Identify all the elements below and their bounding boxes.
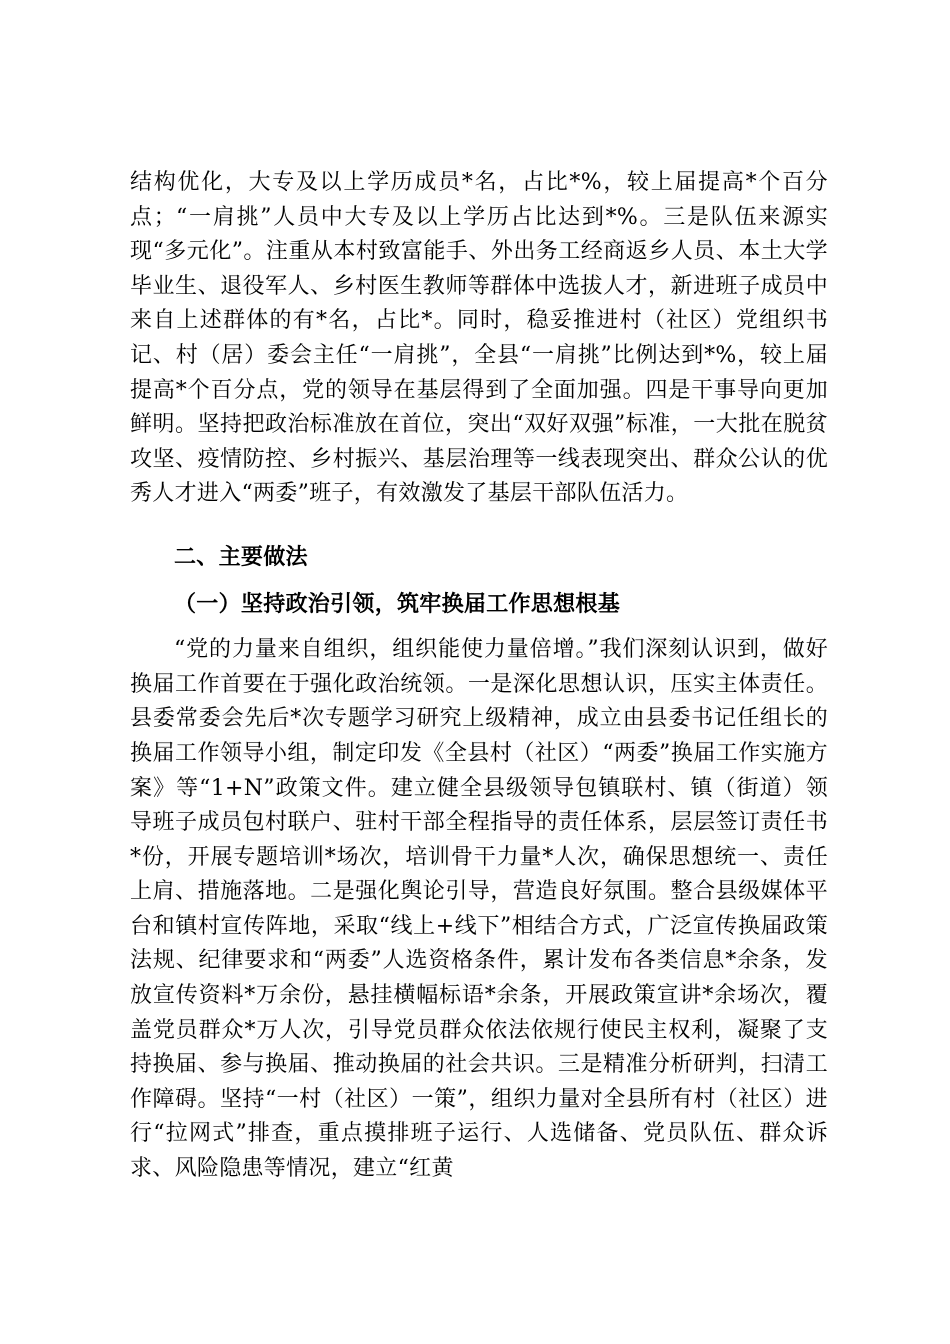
body-paragraph-2: “党的力量来自组织，组织能使力量倍增。”我们深刻认识到，做好换届工作首要在于强化政治统领。一是深化思想认识，压实主体责任。县委常委会先后*次专题学习研究上级精神，成立由县委书记任组长的换届工作领导小组，制定印发《全县村（社区）“两委”换届工作实施方案》等“1+N”政策文件。建立健全县级领导包镇联村、镇（街道）领导班子成员包村联户、驻村干部全程指导的责任体系，层层签订责任书*份，开展专题培训*场次，培训骨干力量*人次，确保思想统一、责任上肩、措施落地。二是强化舆论引导，营造良好氛围。整合县级媒体平台和镇村宣传阵地，采取“线上+线下”相结合方式，广泛宣传换届政策法规、纪律要求和“两委”人选资格条件，累计发布各类信息*余条，发放宣传资料*万余份，悬挂横幅标语*余条，开展政策宣讲*余场次，覆盖党员群众*万人次，引导党员群众依法依规行使民主权利，凝聚了支持换届、参与换届、推动换届的社会共识。三是精准分析研判，扫清工作障碍。坚持“一村（社区）一策”，组织力量对全县所有村（社区）进行“拉网式”排查，重点摸排班子运行、人选储备、党员队伍、群众诉求、风险隐患等情况，建立“红黄 (130, 637, 828, 1182)
body-paragraph-1: 结构优化，大专及以上学历成员*名，占比*%，较上届提高*个百分点；“一肩挑”人员中大专及以上学历占比达到*%。三是队伍来源实现“多元化”。注重从本村致富能手、外出务工经商返乡人员、本土大学毕业生、退役军人、乡村医生教师等群体中选拔人才，新进班子成员中来自上述群体的有*名，占比*。同时，稳妥推进村（社区）党组织书记、村（居）委会主任“一肩挑”，全县“一肩挑”比例达到*%，较上届提高*个百分点，党的领导在基层得到了全面加强。四是干事导向更加鲜明。坚持把政治标准放在首位，突出“双好双强”标准，一大批在脱贫攻坚、疫情防控、乡村振兴、基层治理等一线表现突出、群众公认的优秀人才进入“两委”班子，有效激发了基层干部队伍活力。 (130, 170, 828, 507)
subsection-heading: （一）坚持政治引领，筑牢换届工作思想根基 (174, 590, 621, 617)
section-heading: 二、主要做法 (174, 543, 308, 570)
document-page (130, 166, 828, 1187)
